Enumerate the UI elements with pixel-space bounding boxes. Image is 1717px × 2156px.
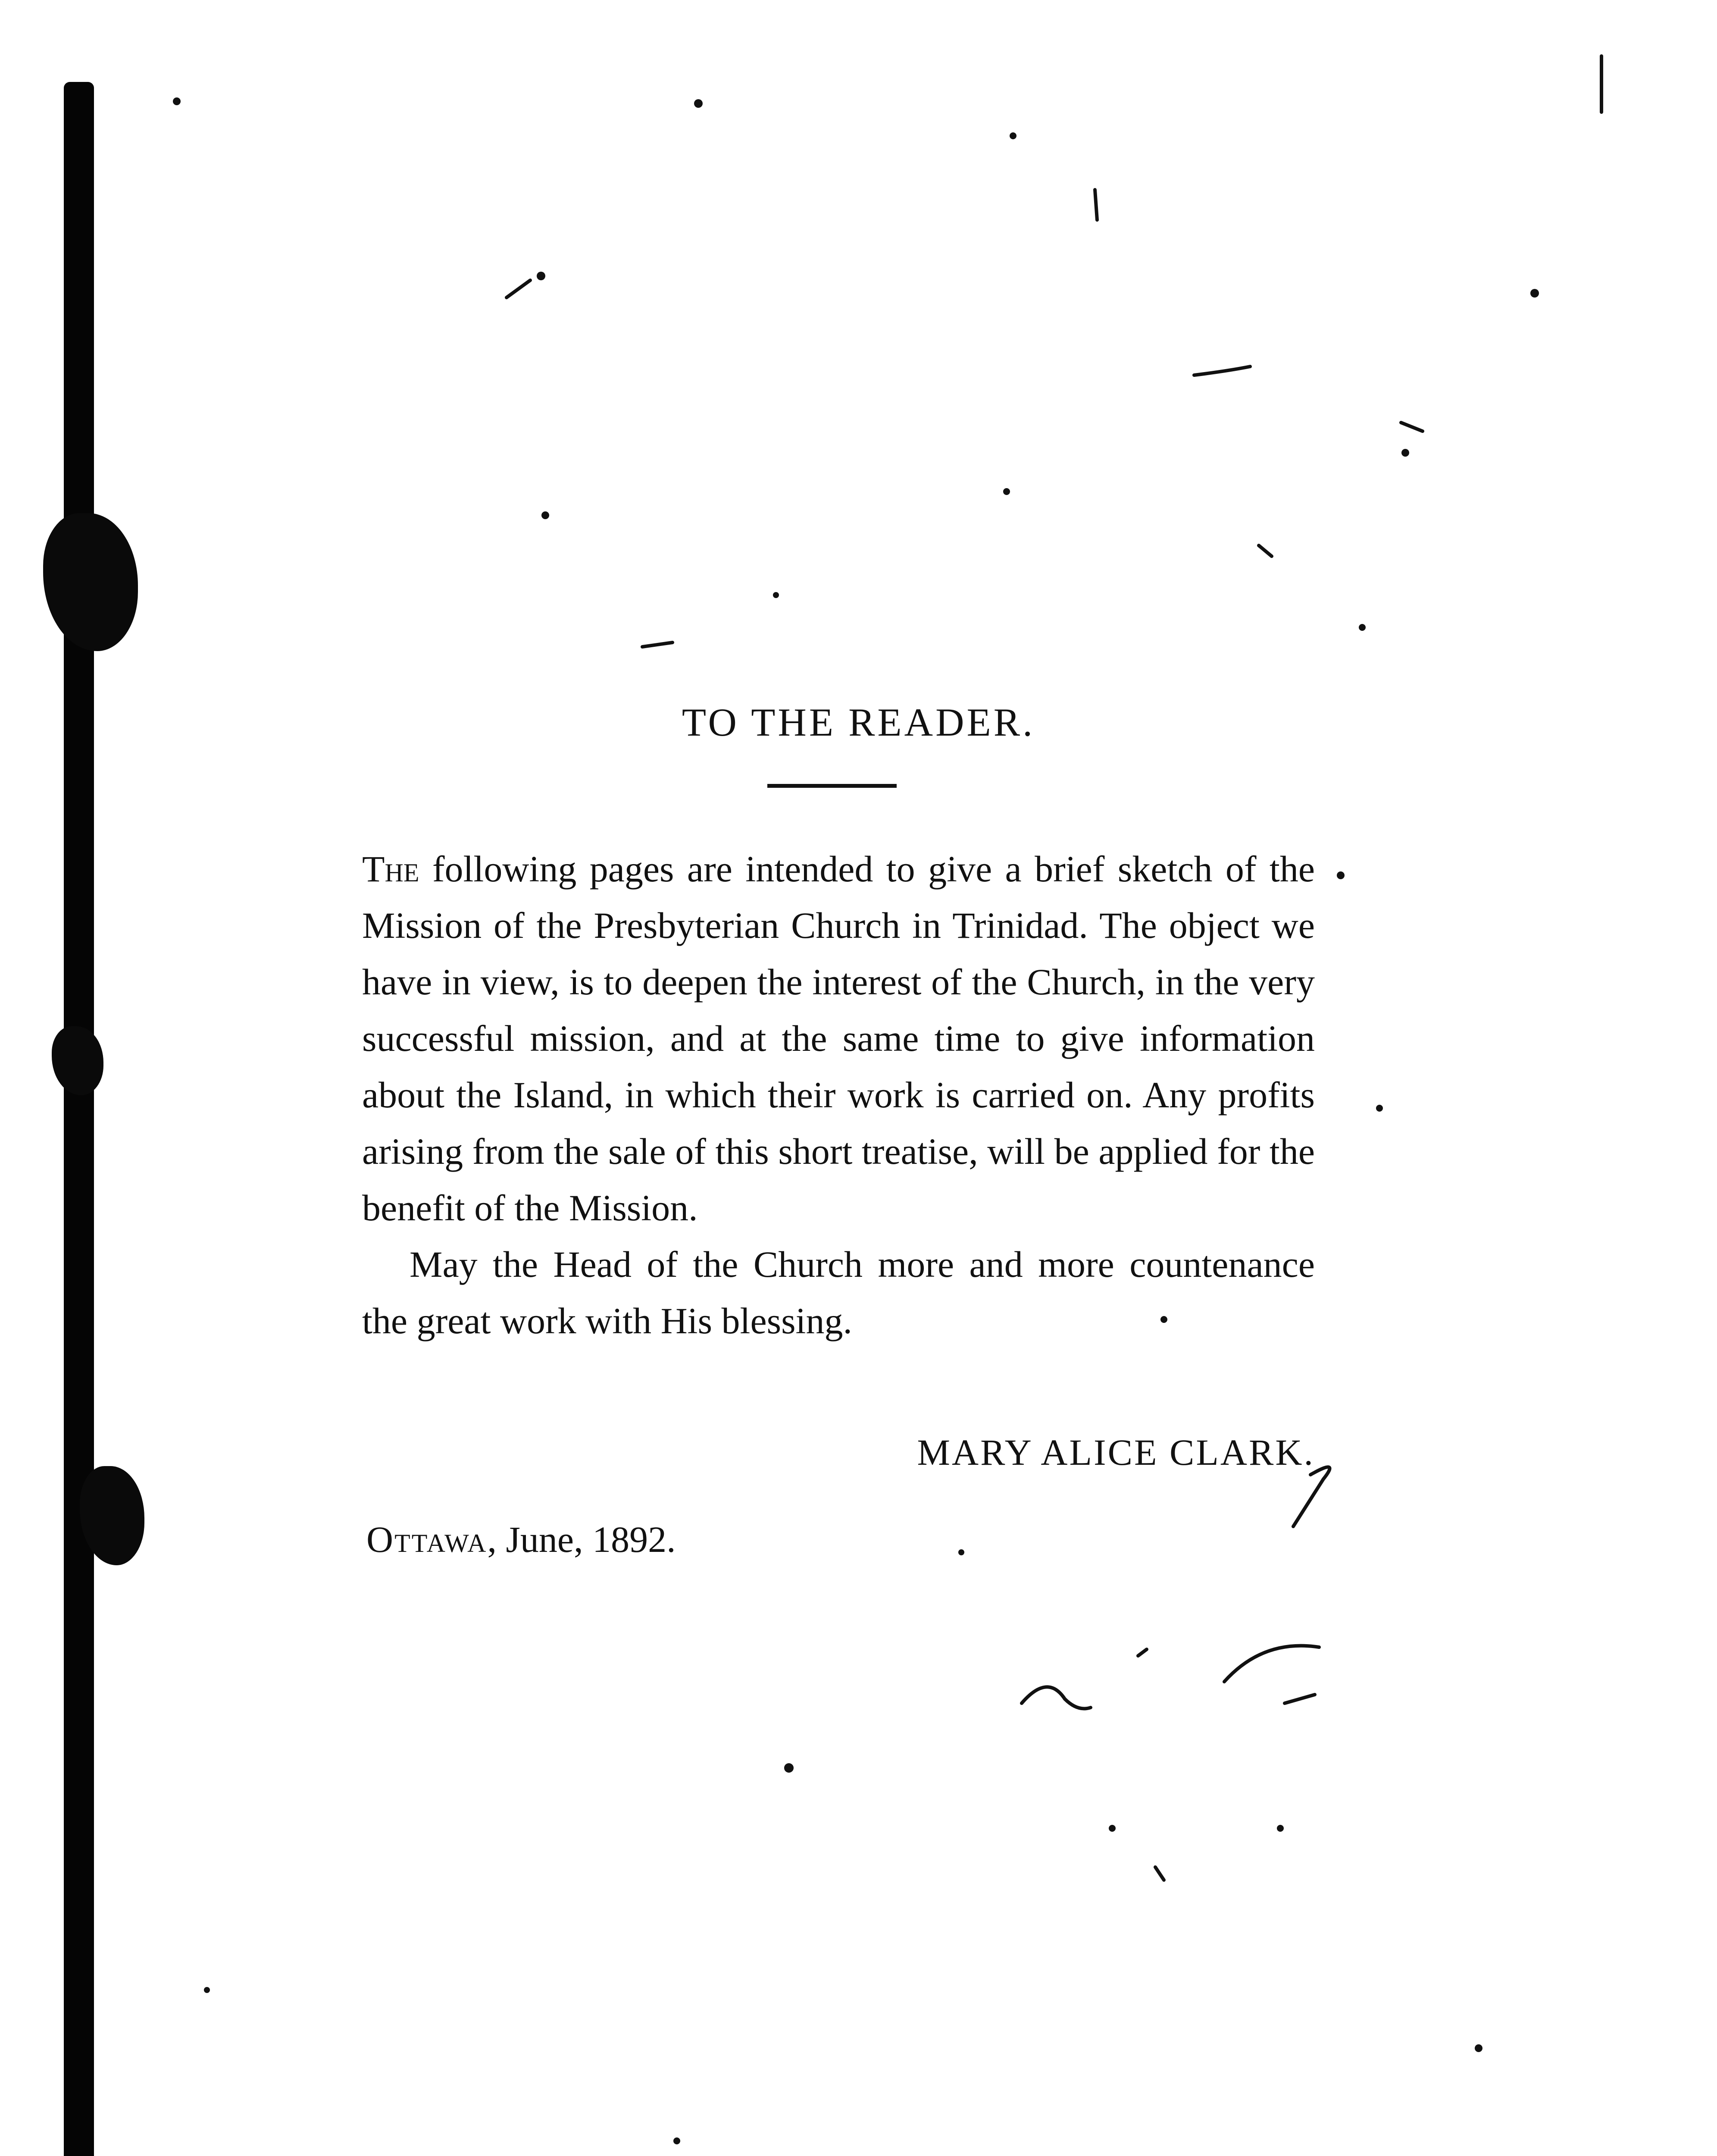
page-heading: TO THE READER.	[682, 700, 1035, 744]
paragraph-1	[362, 841, 1315, 1236]
paragraph-2-text: May the Head of the Church more and more countenance the great work with His blessing.	[362, 1244, 1315, 1341]
paragraph-2	[362, 1236, 1315, 1349]
paragraph-lead-word: The	[362, 848, 419, 890]
date-text: , June, 1892.	[487, 1519, 676, 1560]
body-text	[362, 841, 1315, 1349]
right-margin-noise	[1595, 43, 1621, 2156]
paragraph-1-text: following pages are intended to give a brief sketch of the Mission of the Presbyterian Church in Trinidad. The object we have in view, is to deepen the interest of the Church, in the very successful mission, and at the same time to give information about the Island, in which their work is carried on. Any profits arising from the sale of this short treatise, will be applied for the benefit of the Mission.	[362, 848, 1315, 1228]
place-date-line	[366, 1518, 676, 1561]
binding-blob	[52, 1026, 103, 1095]
author-signature: MARY ALICE CLARK.	[917, 1432, 1315, 1473]
binding-blob	[43, 513, 138, 651]
binding-shadow	[64, 82, 94, 2156]
heading-rule	[767, 784, 897, 788]
place-name: Ottawa	[366, 1519, 488, 1560]
